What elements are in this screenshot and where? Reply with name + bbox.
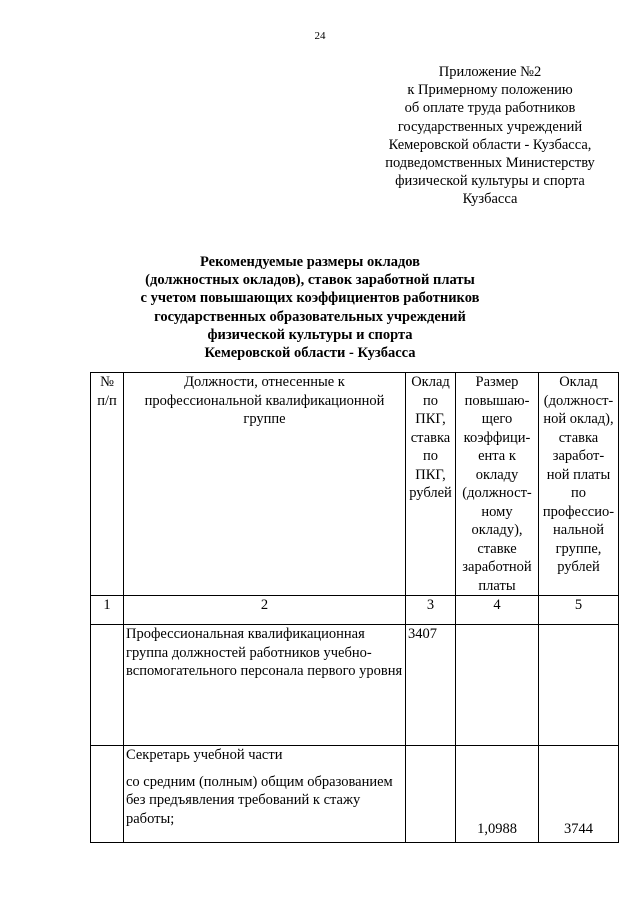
position-coefficient: 1,0988 — [456, 746, 539, 843]
header-number: № п/п — [91, 373, 124, 596]
appendix-line: физической культуры и спорта — [395, 173, 585, 190]
table-row-position — [91, 746, 619, 843]
index-cell: 3 — [406, 596, 456, 625]
salary-table — [90, 372, 619, 843]
page-number: 24 — [314, 30, 326, 42]
position-cell — [124, 746, 406, 843]
appendix-line: подведомственных Министерству — [385, 155, 595, 172]
empty-cell — [91, 625, 124, 746]
empty-cell — [91, 746, 124, 843]
appendix-line: к Примерному положению — [407, 82, 573, 99]
header-base-salary: Оклад по ПКГ, ставка по ПКГ, рублей — [406, 373, 456, 596]
empty-cell — [539, 625, 619, 746]
group-salary: 3407 — [406, 625, 456, 746]
header-coefficient: Размер повышаю- щего коэффици- ента к окладу (должност- ному окладу), ставке заработной платы — [456, 373, 539, 596]
empty-cell — [456, 625, 539, 746]
title-line: (должностных окладов), ставок заработной платы — [145, 272, 475, 289]
title-line: с учетом повышающих коэффициентов работников — [140, 290, 480, 307]
appendix-line: Приложение №2 — [438, 64, 542, 80]
title-line: Рекомендуемые размеры окладов — [199, 254, 421, 270]
document-title — [90, 253, 530, 362]
appendix-line: Кемеровской области - Кузбасса, — [388, 136, 592, 153]
position-salary: 3744 — [539, 746, 619, 843]
header-final-salary: Оклад (должност- ной оклад), ставка заработ- ной платы по профессио- нальной группе, рублей — [539, 373, 619, 596]
title-line: Кемеровской области - Кузбасса — [204, 345, 416, 362]
index-cell: 4 — [456, 596, 539, 625]
title-line: государственных образовательных учреждений — [154, 308, 466, 325]
position-condition: со средним (полным) общим образованием без предъявления требований к стажу работы; — [126, 773, 393, 827]
index-cell: 2 — [124, 596, 406, 625]
position-title: Секретарь учебной части — [126, 747, 283, 763]
title-line: физической культуры и спорта — [207, 326, 413, 343]
table-index-row — [91, 596, 619, 625]
appendix-line: государственных учреждений — [397, 118, 583, 135]
header-positions: Должности, отнесенные к профессиональной квалификационной группе — [124, 373, 406, 596]
index-cell: 5 — [539, 596, 619, 625]
appendix-line: Кузбасса — [462, 191, 518, 208]
table-row-group — [91, 625, 619, 746]
empty-cell — [406, 746, 456, 843]
appendix-header — [360, 63, 620, 209]
table-header-row — [91, 373, 619, 596]
group-name: Профессиональная квалификационная группа должностей работников учебно-вспомогательного персонала первого уровня — [124, 625, 406, 746]
appendix-line: об оплате труда работников — [404, 100, 576, 117]
index-cell: 1 — [91, 596, 124, 625]
